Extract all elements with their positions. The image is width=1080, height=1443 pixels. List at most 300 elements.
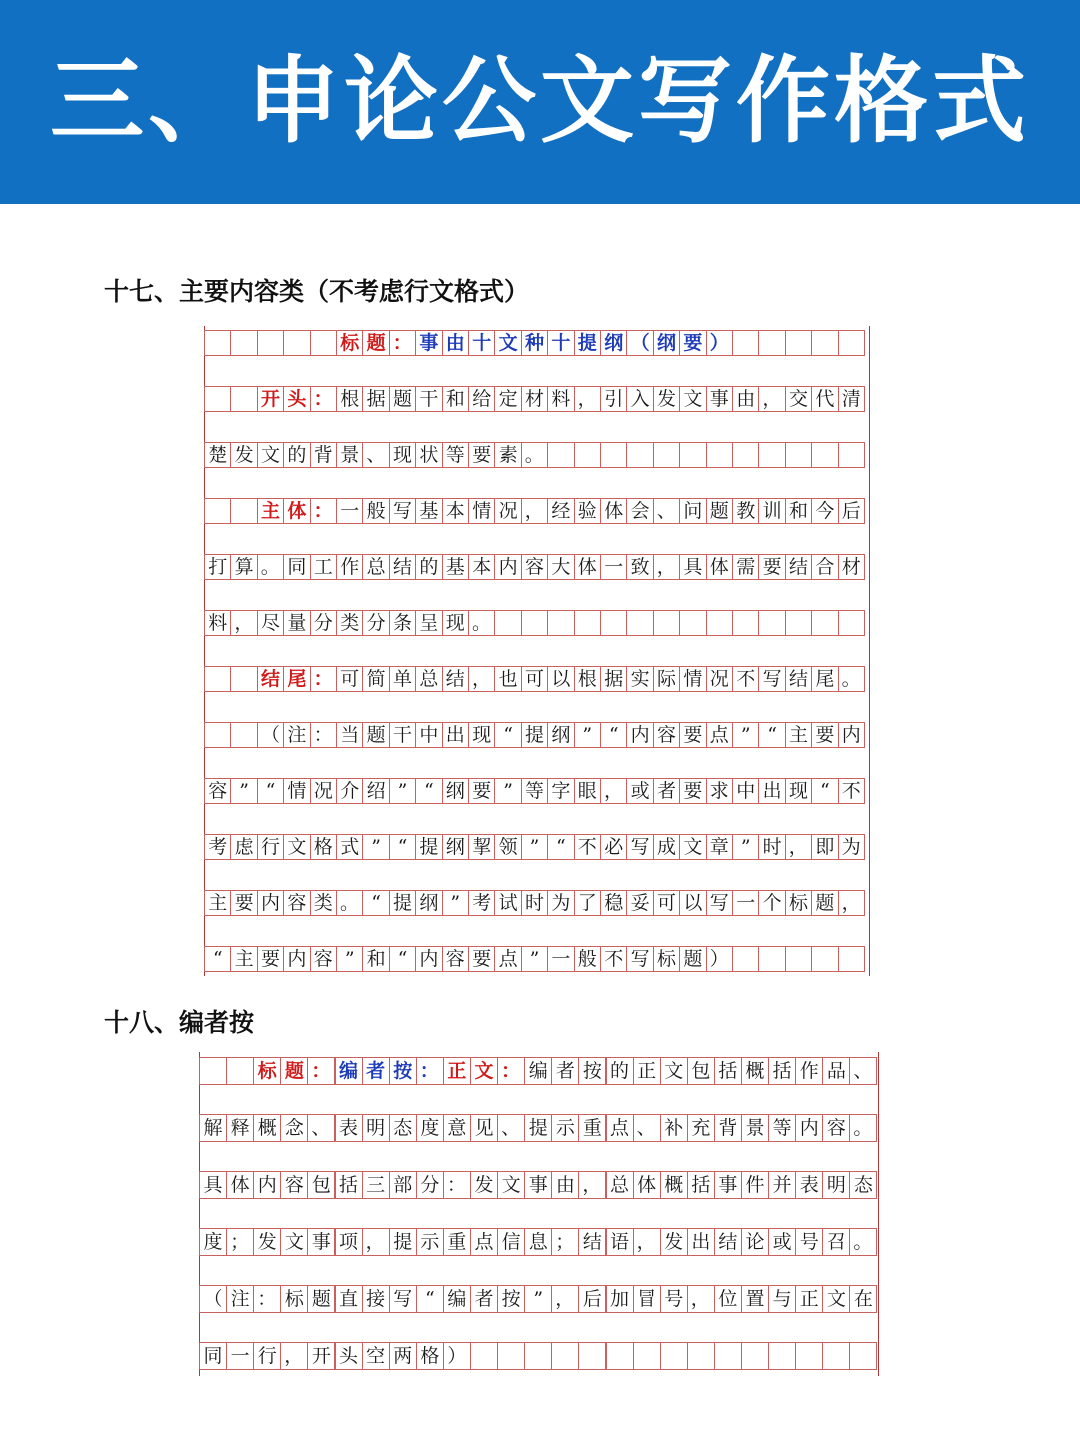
grid-cell [679, 610, 706, 636]
grid-cell: 体 [633, 1171, 661, 1199]
grid-cell [626, 442, 653, 468]
grid-cell: 按 [578, 1057, 606, 1085]
grid-cell: 、 [362, 442, 389, 468]
grid-cell: ； [551, 1228, 579, 1256]
grid-cell [706, 442, 733, 468]
grid-cell: 文 [822, 1285, 850, 1313]
grid-cell: 位 [714, 1285, 742, 1313]
grid-cell: 包 [687, 1057, 715, 1085]
grid-cell [811, 442, 838, 468]
grid-cell: 定 [494, 386, 521, 412]
grid-cell: 况 [706, 666, 733, 692]
grid-cell: 、 [497, 1114, 525, 1142]
grid-cell: 容 [310, 946, 337, 972]
grid-cell: 正 [443, 1057, 471, 1085]
grid-cell: ， [574, 386, 601, 412]
grid-cell: 释 [226, 1114, 254, 1142]
grid-cell: 现 [442, 610, 469, 636]
grid-cell: 号 [795, 1228, 823, 1256]
grid-cell: 重 [443, 1228, 471, 1256]
grid-cell: ” [389, 778, 416, 804]
grid-cell: 据 [600, 666, 627, 692]
grid-cell: ” [362, 834, 389, 860]
grid-cell: 要 [468, 442, 495, 468]
grid-cell [230, 722, 257, 748]
grid-cell: 写 [626, 946, 653, 972]
grid-cell: 。 [849, 1114, 877, 1142]
grid-cell [230, 498, 257, 524]
grid-cell: 开 [307, 1342, 335, 1370]
grid-cell [204, 330, 231, 356]
grid-cell: 情 [283, 778, 310, 804]
grid-cell: 体 [600, 498, 627, 524]
grid-cell: 点 [706, 722, 733, 748]
grid-cell: ： [307, 1057, 335, 1085]
grid-cell [732, 330, 759, 356]
grid-cell: 材 [521, 386, 548, 412]
grid-cell: 介 [336, 778, 363, 804]
grid-cell: 明 [822, 1171, 850, 1199]
grid-cell: 干 [389, 722, 416, 748]
grid-cell [204, 722, 231, 748]
grid-cell: 内 [795, 1114, 823, 1142]
grid-cell: “ [494, 722, 521, 748]
grid-cell: 类 [310, 890, 337, 916]
grid-cell: 主 [230, 946, 257, 972]
grid-row [205, 442, 869, 468]
grid-cell: 结 [785, 554, 812, 580]
grid-cell: 当 [336, 722, 363, 748]
grid-cell: 点 [494, 946, 521, 972]
grid-cell [578, 1342, 606, 1370]
grid-cell: 发 [230, 442, 257, 468]
grid-cell: ， [758, 386, 785, 412]
grid-cell: 条 [389, 610, 416, 636]
grid-cell: 单 [389, 666, 416, 692]
grid-cell: 具 [199, 1171, 227, 1199]
grid-cell: 文 [679, 386, 706, 412]
grid-cell [758, 610, 785, 636]
grid-cell: ： [310, 722, 337, 748]
grid-row [205, 554, 869, 580]
grid-row [205, 834, 869, 860]
grid-cell: 、 [653, 498, 680, 524]
grid-cell: 态 [849, 1171, 877, 1199]
grid-cell: ” [574, 722, 601, 748]
grid-cell: 十 [547, 330, 574, 356]
grid-cell: 素 [494, 442, 521, 468]
grid-cell: 的 [606, 1057, 634, 1085]
grid-cell: 。 [849, 1228, 877, 1256]
grid-row [200, 1114, 878, 1142]
grid-cell: ） [706, 330, 733, 356]
grid-cell: 合 [811, 554, 838, 580]
grid-cell: 示 [551, 1114, 579, 1142]
grid-cell: 行 [253, 1342, 281, 1370]
grid-cell: 空 [362, 1342, 390, 1370]
grid-cell: 写 [389, 498, 416, 524]
grid-cell [822, 1342, 850, 1370]
grid-cell: 事 [415, 330, 442, 356]
grid-cell: 引 [600, 386, 627, 412]
grid-cell: 点 [606, 1114, 634, 1142]
grid-cell: 也 [494, 666, 521, 692]
grid-cell: 景 [741, 1114, 769, 1142]
grid-cell [714, 1342, 742, 1370]
grid-cell: 后 [578, 1285, 606, 1313]
grid-cell: 、 [849, 1057, 877, 1085]
grid-cell: 料 [204, 610, 231, 636]
grid-cell: 为 [547, 890, 574, 916]
grid-cell: ， [633, 1228, 661, 1256]
grid-cell: 或 [768, 1228, 796, 1256]
grid-cell: ； [226, 1228, 254, 1256]
grid-cell: 领 [494, 834, 521, 860]
grid-cell: 题 [679, 946, 706, 972]
grid-cell: 背 [310, 442, 337, 468]
grid-cell: ， [551, 1285, 579, 1313]
grid-cell: 要 [679, 330, 706, 356]
grid-cell: 。 [336, 890, 363, 916]
grid-cell: 分 [362, 610, 389, 636]
grid-cell: 。 [257, 554, 284, 580]
grid-cell: 结 [257, 666, 284, 692]
grid-cell: 要 [811, 722, 838, 748]
grid-cell: “ [547, 834, 574, 860]
grid-cell: 文 [257, 442, 284, 468]
grid-cell: ” [521, 834, 548, 860]
grid-cell: 等 [521, 778, 548, 804]
grid-cell: 为 [838, 834, 865, 860]
grid-cell [310, 330, 337, 356]
grid-row [200, 1285, 878, 1313]
grid-cell: 出 [758, 778, 785, 804]
grid-cell: 实 [626, 666, 653, 692]
grid-cell: 直 [335, 1285, 363, 1313]
grid-cell: 类 [336, 610, 363, 636]
grid-cell [204, 386, 231, 412]
grid-cell: 发 [470, 1171, 498, 1199]
grid-cell: ” [732, 834, 759, 860]
grid-cell: 与 [768, 1285, 796, 1313]
grid-cell: 内 [494, 554, 521, 580]
grid-cell: 或 [626, 778, 653, 804]
grid-cell: 括 [768, 1057, 796, 1085]
grid-cell: ， [468, 666, 495, 692]
grid-cell: 清 [838, 386, 865, 412]
grid-cell [574, 610, 601, 636]
grid-cell: ： [253, 1285, 281, 1313]
grid-cell: 文 [679, 834, 706, 860]
grid-cell: “ [811, 778, 838, 804]
section-heading-17: 十七、主要内容类（不考虑行文格式） [104, 277, 530, 306]
grid-cell: 加 [606, 1285, 634, 1313]
grid-cell: 一 [547, 946, 574, 972]
grid-cell: 体 [226, 1171, 254, 1199]
grid-cell: 三 [362, 1171, 390, 1199]
grid-cell: 题 [389, 386, 416, 412]
grid-cell: 编 [335, 1057, 363, 1085]
grid-cell: 可 [336, 666, 363, 692]
grid-cell: 情 [679, 666, 706, 692]
grid-cell: 挈 [468, 834, 495, 860]
grid-cell: 容 [822, 1114, 850, 1142]
grid-cell [600, 610, 627, 636]
grid-cell [230, 386, 257, 412]
grid-cell: 文 [497, 1171, 525, 1199]
grid-cell: 题 [362, 330, 389, 356]
grid-cell: 容 [521, 554, 548, 580]
grid-row [205, 778, 869, 804]
grid-cell: 注 [226, 1285, 254, 1313]
grid-cell: ） [706, 946, 733, 972]
grid-cell: 眼 [574, 778, 601, 804]
grid-cell: 般 [362, 498, 389, 524]
grid-row [200, 1228, 878, 1256]
grid-cell: 内 [415, 946, 442, 972]
grid-cell: 纲 [442, 778, 469, 804]
grid-cell: 召 [822, 1228, 850, 1256]
grid-cell [257, 330, 284, 356]
grid-cell: 不 [574, 834, 601, 860]
grid-cell [633, 1342, 661, 1370]
grid-cell: 度 [199, 1228, 227, 1256]
grid-cell: 意 [443, 1114, 471, 1142]
grid-cell [838, 330, 865, 356]
grid-cell: 论 [741, 1228, 769, 1256]
grid-cell: 纲 [415, 890, 442, 916]
grid-cell: “ [416, 1285, 444, 1313]
grid-cell: 今 [811, 498, 838, 524]
grid-cell [660, 1342, 688, 1370]
grid-cell: 种 [521, 330, 548, 356]
grid-cell: 同 [199, 1342, 227, 1370]
grid-cell: ” [336, 946, 363, 972]
grid-cell: 料 [547, 386, 574, 412]
grid-cell: ， [578, 1171, 606, 1199]
grid-cell: 交 [785, 386, 812, 412]
grid-cell: “ [758, 722, 785, 748]
grid-cell [626, 610, 653, 636]
grid-cell: 正 [795, 1285, 823, 1313]
grid-cell: 经 [547, 498, 574, 524]
grid-cell: 发 [253, 1228, 281, 1256]
grid-cell: 冒 [633, 1285, 661, 1313]
grid-cell: 要 [468, 946, 495, 972]
grid-row [205, 330, 869, 356]
grid-cell: 包 [307, 1171, 335, 1199]
grid-cell: ， [230, 610, 257, 636]
grid-cell: 重 [578, 1114, 606, 1142]
grid-cell: 一 [732, 890, 759, 916]
grid-row [205, 946, 869, 972]
grid-cell: ， [280, 1342, 308, 1370]
grid-cell: 置 [741, 1285, 769, 1313]
grid-cell: 可 [653, 890, 680, 916]
grid-cell [606, 1342, 634, 1370]
grid-cell: 文 [470, 1057, 498, 1085]
grid-cell: 训 [758, 498, 785, 524]
grid-cell [524, 1342, 552, 1370]
grid-cell: （ [626, 330, 653, 356]
grid-cell: 打 [204, 554, 231, 580]
grid-cell: 明 [362, 1114, 390, 1142]
grid-cell: 作 [336, 554, 363, 580]
grid-cell: 事 [307, 1228, 335, 1256]
grid-row [200, 1342, 878, 1370]
grid-cell: 标 [253, 1057, 281, 1085]
grid-cell: 纲 [600, 330, 627, 356]
grid-cell: ， [687, 1285, 715, 1313]
grid-cell [785, 330, 812, 356]
grid-cell [574, 442, 601, 468]
grid-cell: 头 [283, 386, 310, 412]
grid-cell: 要 [679, 778, 706, 804]
grid-cell: ” [442, 890, 469, 916]
grid-cell: 品 [822, 1057, 850, 1085]
grid-cell: 要 [468, 778, 495, 804]
grid-cell: ： [416, 1057, 444, 1085]
grid-cell [732, 442, 759, 468]
grid-row [200, 1171, 878, 1199]
grid-cell: 、 [307, 1114, 335, 1142]
grid-cell: 不 [600, 946, 627, 972]
grid-cell: 具 [679, 554, 706, 580]
grid-cell: 要 [679, 722, 706, 748]
grid-cell: 同 [283, 554, 310, 580]
grid-cell: 大 [547, 554, 574, 580]
grid-cell: 考 [468, 890, 495, 916]
grid-cell [521, 610, 548, 636]
grid-cell: 要 [230, 890, 257, 916]
grid-cell: 绍 [362, 778, 389, 804]
grid-cell: 的 [415, 554, 442, 580]
grid-cell: 号 [660, 1285, 688, 1313]
grid-paper-section-17 [204, 326, 870, 976]
grid-row [205, 386, 869, 412]
grid-cell: 者 [362, 1057, 390, 1085]
grid-cell: ” [732, 722, 759, 748]
grid-cell: 般 [574, 946, 601, 972]
grid-cell: 据 [362, 386, 389, 412]
grid-cell: 主 [785, 722, 812, 748]
grid-cell: 等 [768, 1114, 796, 1142]
grid-cell [795, 1342, 823, 1370]
grid-cell: ” [521, 946, 548, 972]
grid-cell: ” [230, 778, 257, 804]
grid-cell: 事 [706, 386, 733, 412]
grid-cell: 等 [442, 442, 469, 468]
grid-cell [547, 610, 574, 636]
grid-cell: 表 [335, 1114, 363, 1142]
grid-cell: 概 [660, 1171, 688, 1199]
grid-cell [706, 610, 733, 636]
grid-cell [687, 1342, 715, 1370]
grid-cell: 时 [758, 834, 785, 860]
grid-cell [226, 1057, 254, 1085]
grid-cell: 按 [389, 1057, 417, 1085]
grid-cell: 结 [442, 666, 469, 692]
grid-cell: 际 [653, 666, 680, 692]
grid-cell: 头 [335, 1342, 363, 1370]
grid-cell: 纲 [547, 722, 574, 748]
grid-cell: 格 [416, 1342, 444, 1370]
grid-cell: 。 [468, 610, 495, 636]
grid-cell [679, 442, 706, 468]
grid-cell: 中 [415, 722, 442, 748]
grid-cell: 。 [838, 666, 865, 692]
grid-cell: 件 [741, 1171, 769, 1199]
grid-cell: 虑 [230, 834, 257, 860]
grid-cell: 解 [199, 1114, 227, 1142]
grid-cell: 写 [706, 890, 733, 916]
grid-cell [653, 610, 680, 636]
grid-cell: 分 [310, 610, 337, 636]
grid-cell: 度 [416, 1114, 444, 1142]
grid-cell: “ [389, 834, 416, 860]
grid-cell: 事 [524, 1171, 552, 1199]
grid-cell: 要 [257, 946, 284, 972]
grid-cell [758, 442, 785, 468]
grid-cell: 由 [551, 1171, 579, 1199]
grid-cell: （ [257, 722, 284, 748]
grid-cell: 根 [336, 386, 363, 412]
grid-cell: 试 [494, 890, 521, 916]
grid-cell: 总 [415, 666, 442, 692]
grid-cell: “ [389, 946, 416, 972]
grid-row [205, 498, 869, 524]
grid-cell: 尾 [283, 666, 310, 692]
grid-cell: 呈 [415, 610, 442, 636]
grid-cell: 括 [335, 1171, 363, 1199]
grid-cell: 内 [283, 946, 310, 972]
grid-cell: 一 [600, 554, 627, 580]
grid-cell: 体 [706, 554, 733, 580]
grid-cell: 景 [336, 442, 363, 468]
grid-cell: 总 [362, 554, 389, 580]
grid-cell: 状 [415, 442, 442, 468]
grid-cell: 章 [706, 834, 733, 860]
grid-cell: 。 [521, 442, 548, 468]
grid-cell [732, 946, 759, 972]
title-banner [0, 0, 1080, 204]
grid-cell [758, 946, 785, 972]
grid-cell: 主 [257, 498, 284, 524]
page-title: 三、申论公文写作格式 [49, 47, 1030, 156]
grid-cell: 要 [758, 554, 785, 580]
grid-cell: 教 [732, 498, 759, 524]
grid-cell: 正 [633, 1057, 661, 1085]
grid-cell: 两 [389, 1342, 417, 1370]
grid-cell: 现 [785, 778, 812, 804]
grid-cell: 十 [468, 330, 495, 356]
grid-cell [199, 1057, 227, 1085]
grid-cell: 干 [415, 386, 442, 412]
grid-cell: 编 [443, 1285, 471, 1313]
grid-cell: ， [521, 498, 548, 524]
grid-cell: 文 [283, 834, 310, 860]
grid-cell: 考 [204, 834, 231, 860]
grid-cell: 了 [574, 890, 601, 916]
grid-cell: 需 [732, 554, 759, 580]
grid-cell: 提 [389, 890, 416, 916]
grid-cell: 情 [468, 498, 495, 524]
grid-cell [551, 1342, 579, 1370]
grid-cell: 会 [626, 498, 653, 524]
grid-cell [470, 1342, 498, 1370]
grid-cell: 材 [838, 554, 865, 580]
grid-cell: 事 [714, 1171, 742, 1199]
